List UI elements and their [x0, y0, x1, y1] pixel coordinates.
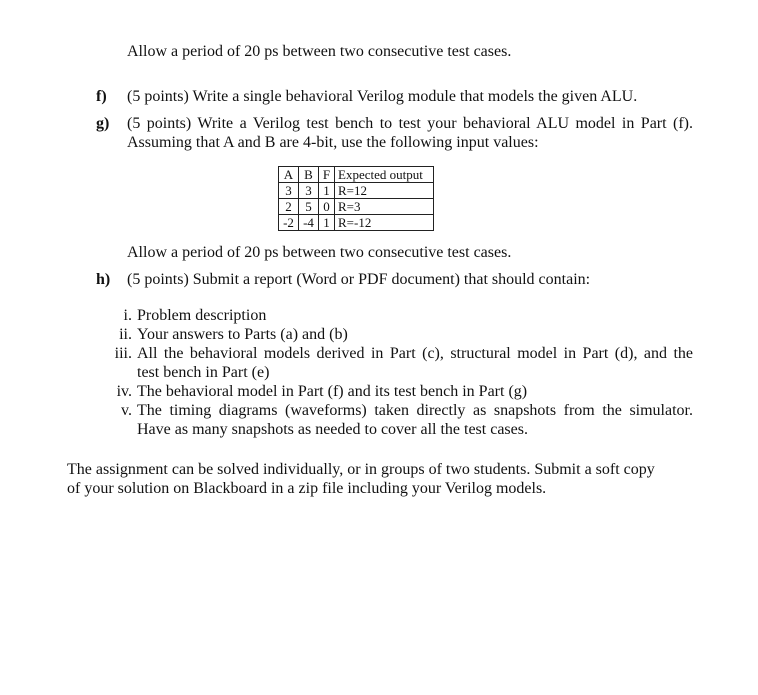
header-f: F: [319, 167, 335, 183]
part-f-label: f): [96, 88, 107, 105]
item-iv-numeral: iv.: [116, 383, 132, 400]
item-iii-line1: All the behavioral models derived in Part (c), structural model in Part (d), and the: [137, 345, 693, 362]
cell-a: -2: [279, 215, 299, 231]
table-row: [279, 215, 434, 231]
cell-f: 0: [319, 199, 335, 215]
item-iv-text: The behavioral model in Part (f) and its test bench in Part (g): [137, 383, 528, 400]
cell-f: 1: [319, 183, 335, 199]
cell-a: 2: [279, 199, 299, 215]
cell-b: -4: [299, 215, 319, 231]
part-h-label: h): [96, 271, 111, 288]
item-v-line1: The timing diagrams (waveforms) taken directly as snapshots from the simulator.: [137, 402, 693, 419]
cell-b: 3: [299, 183, 319, 199]
table-row: [279, 183, 434, 199]
part-h-text: (5 points) Submit a report (Word or PDF document) that should contain:: [127, 271, 591, 288]
item-iii-numeral: iii.: [114, 345, 132, 362]
period-note: Allow a period of 20 ps between two consecutive test cases.: [127, 244, 512, 261]
table-row: [279, 199, 434, 215]
item-iii-line2: test bench in Part (e): [137, 364, 270, 381]
item-v-numeral: v.: [121, 402, 132, 419]
test-case-table: [278, 166, 434, 231]
part-g-line1: (5 points) Write a Verilog test bench to test your behavioral ALU model in Part (f).: [127, 115, 693, 132]
cell-expected: R=-12: [335, 215, 434, 231]
header-expected-output: Expected output: [335, 167, 434, 183]
item-ii-text: Your answers to Parts (a) and (b): [137, 326, 348, 343]
item-i-text: Problem description: [137, 307, 267, 324]
cell-f: 1: [319, 215, 335, 231]
intro-note: Allow a period of 20 ps between two consecutive test cases.: [127, 43, 512, 60]
part-f-text: (5 points) Write a single behavioral Verilog module that models the given ALU.: [127, 88, 638, 105]
table-header-row: [279, 167, 434, 183]
part-g-line2: Assuming that A and B are 4-bit, use the following input values:: [127, 134, 539, 151]
cell-b: 5: [299, 199, 319, 215]
cell-a: 3: [279, 183, 299, 199]
item-v-line2: Have as many snapshots as needed to cover all the test cases.: [137, 421, 528, 438]
header-b: B: [299, 167, 319, 183]
item-ii-numeral: ii.: [119, 326, 132, 343]
part-g-label: g): [96, 115, 110, 132]
header-a: A: [279, 167, 299, 183]
closing-line2: of your solution on Blackboard in a zip file including your Verilog models.: [67, 480, 547, 497]
cell-expected: R=3: [335, 199, 434, 215]
closing-line1: The assignment can be solved individually, or in groups of two students. Submit a soft copy: [67, 461, 655, 478]
cell-expected: R=12: [335, 183, 434, 199]
item-i-numeral: i.: [123, 307, 132, 324]
